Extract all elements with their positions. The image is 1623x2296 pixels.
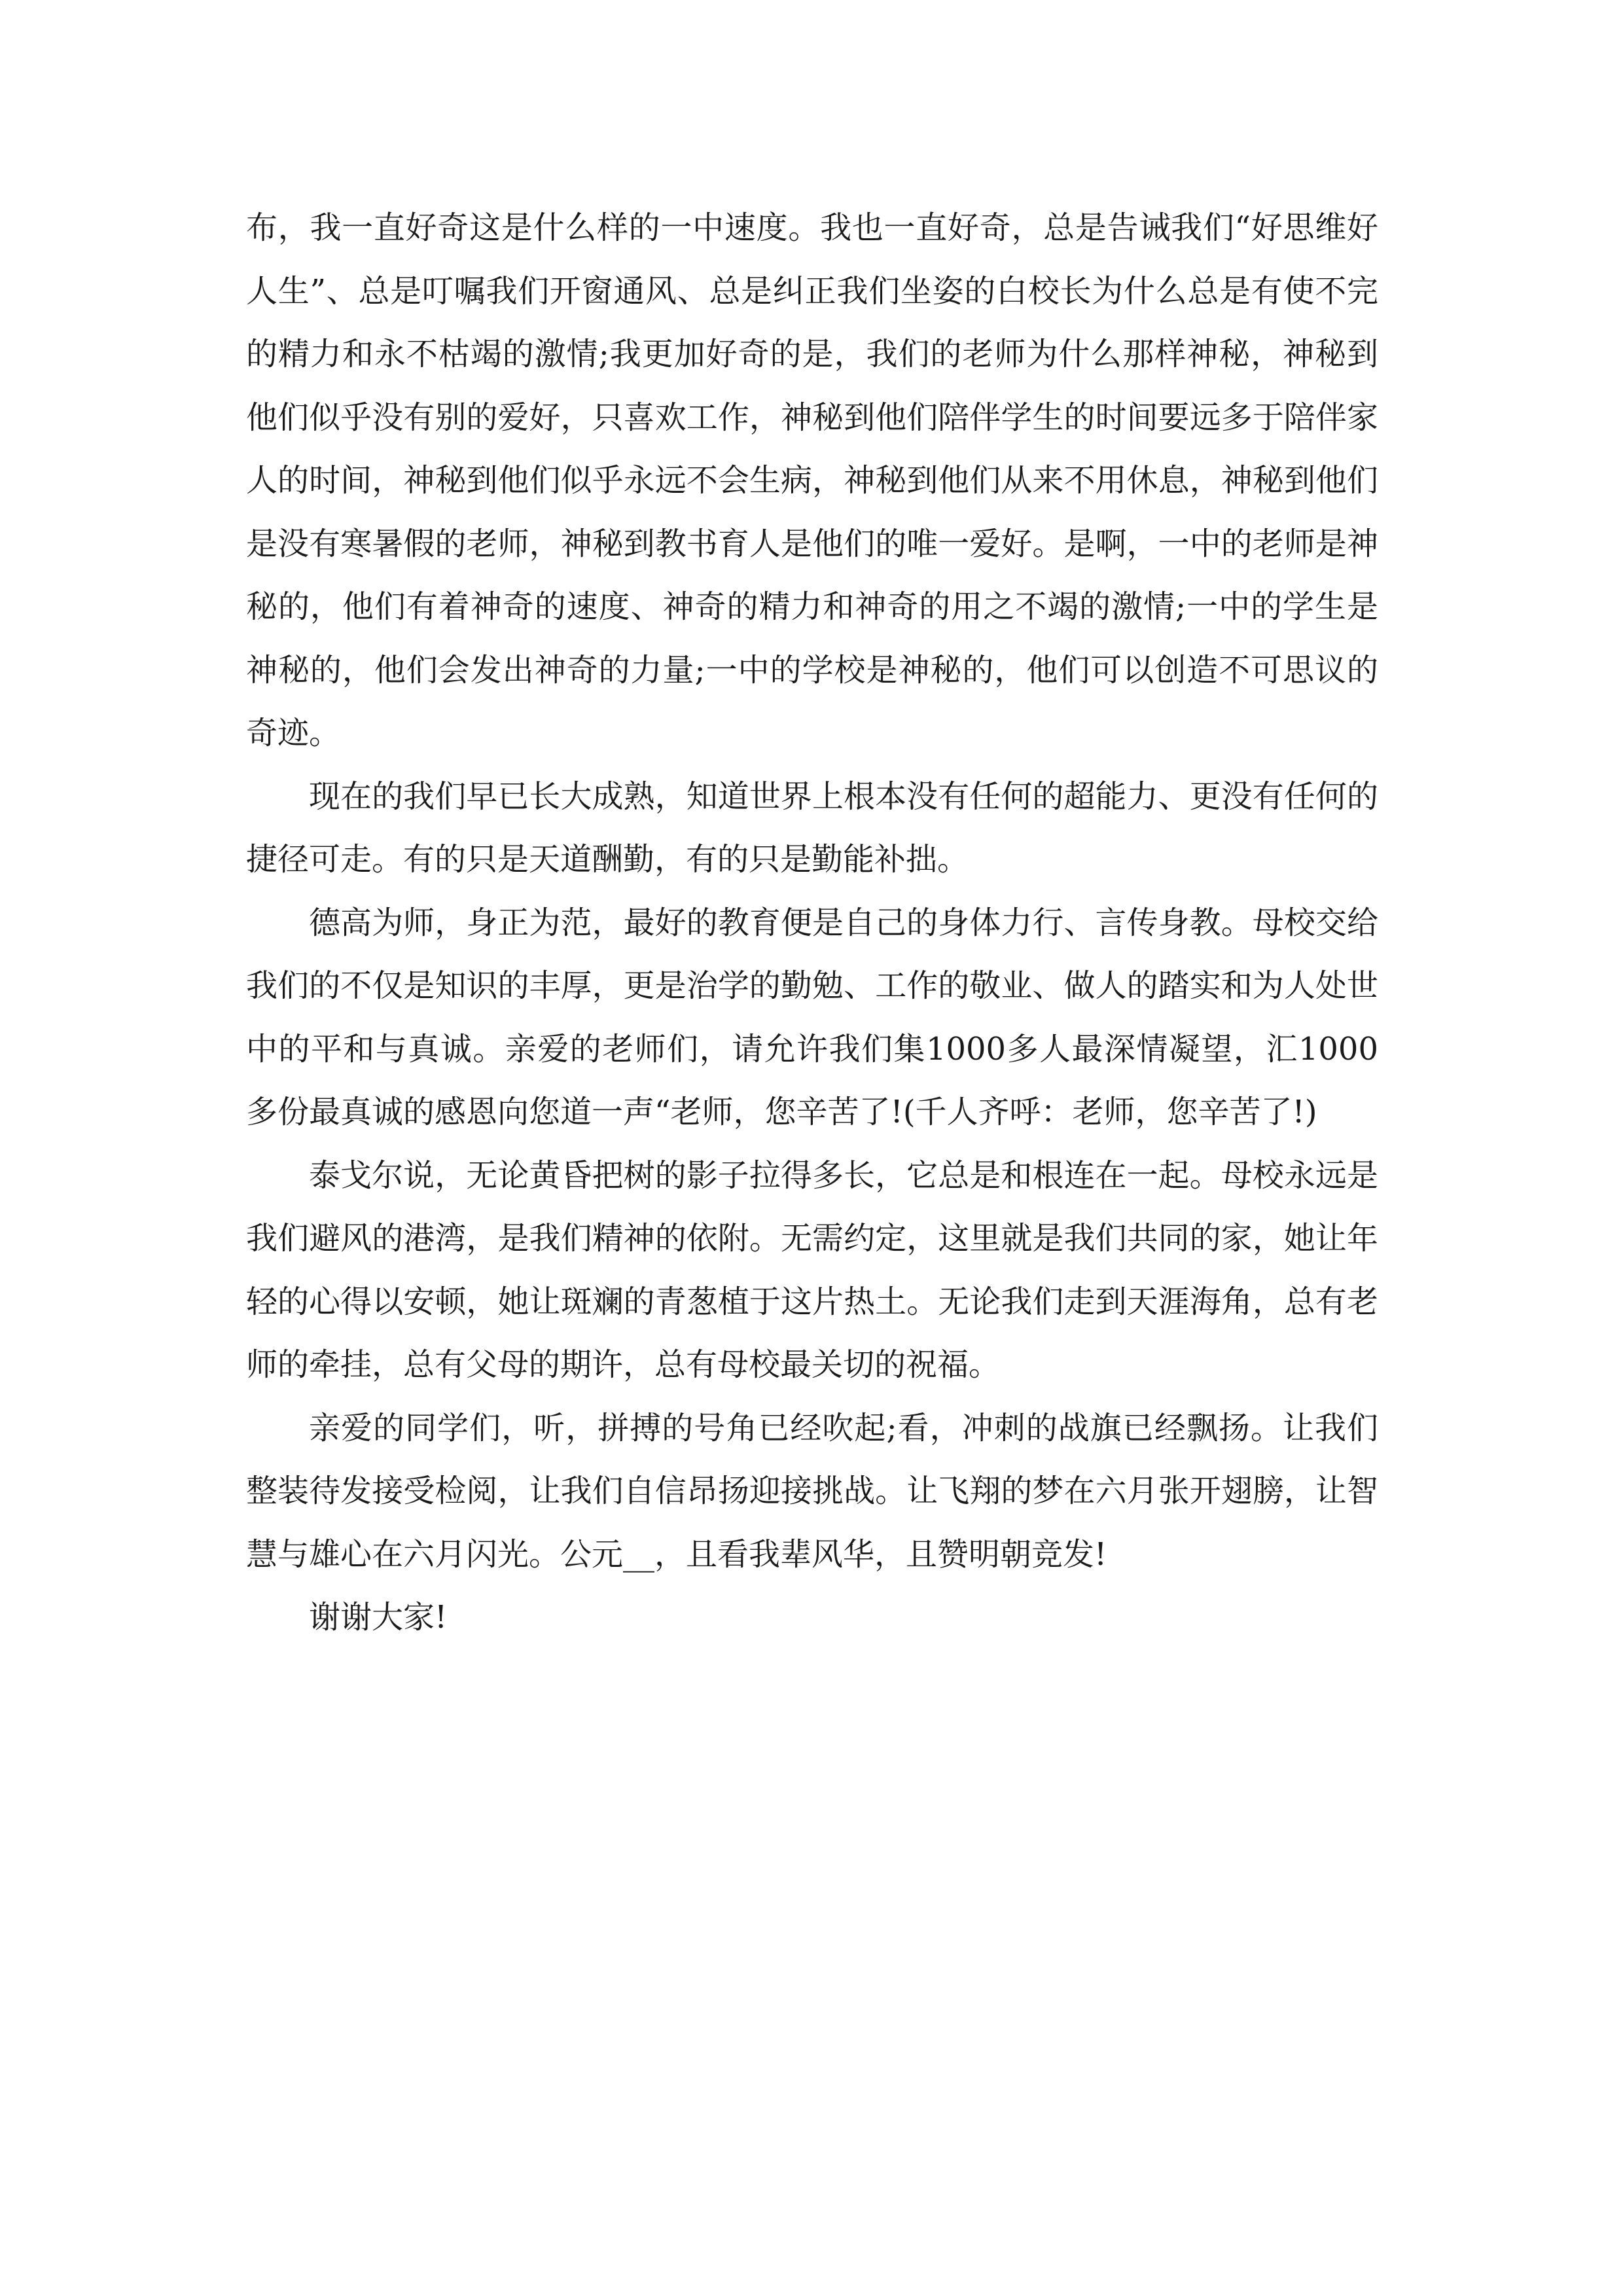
paragraph: 德高为师，身正为范，最好的教育便是自己的身体力行、言传身教。母校交给我们的不仅是知识的丰厚，更是治学的勤勉、工作的敬业、做人的踏实和为人处世中的平和与真诚。亲爱的老师们，请允许我们集1000多人最深情凝望，汇1000多份最真诚的感恩向您道一声“老师，您辛苦了!(千人齐呼：老师，您辛苦了!) [246,904,1378,1130]
paragraph: 泰戈尔说，无论黄昏把树的影子拉得多长，它总是和根连在一起。母校永远是我们避风的港湾，是我们精神的依附。无需约定，这里就是我们共同的家，她让年轻的心得以安顿，她让斑斓的青葱植于这片热土。无论我们走到天涯海角，总有老师的牵挂，总有父母的期许，总有母校最关切的祝福。 [246,1157,1378,1383]
paragraph: 亲爱的同学们，听，拼搏的号角已经吹起;看，冲刺的战旗已经飘扬。让我们整装待发接受检阅，让我们自信昂扬迎接挑战。让飞翔的梦在六月张开翅膀，让智慧与雄心在六月闪光。公元__，且看我辈风华，且赞明朝竞发! [246,1409,1378,1573]
document-body [246,196,1378,1649]
paragraph-continuation: 布，我一直好奇这是什么样的一中速度。我也一直好奇，总是告诫我们“好思维好人生”、总是叮嘱我们开窗通风、总是纠正我们坐姿的白校长为什么总是有使不完的精力和永不枯竭的激情;我更加好奇的是，我们的老师为什么那样神秘，神秘到他们似乎没有别的爱好，只喜欢工作，神秘到他们陪伴学生的时间要远多于陪伴家人的时间，神秘到他们似乎永远不会生病，神秘到他们从来不用休息，神秘到他们是没有寒暑假的老师，神秘到教书育人是他们的唯一爱好。是啊，一中的老师是神秘的，他们有着神奇的速度、神奇的精力和神奇的用之不竭的激情;一中的学生是神秘的，他们会发出神奇的力量;一中的学校是神秘的，他们可以创造不可思议的奇迹。 [246,209,1378,751]
closing-line: 谢谢大家! [309,1599,448,1636]
paragraph: 现在的我们早已长大成熟，知道世界上根本没有任何的超能力、更没有任何的捷径可走。有的只是天道酬勤，有的只是勤能补拙。 [246,778,1378,878]
